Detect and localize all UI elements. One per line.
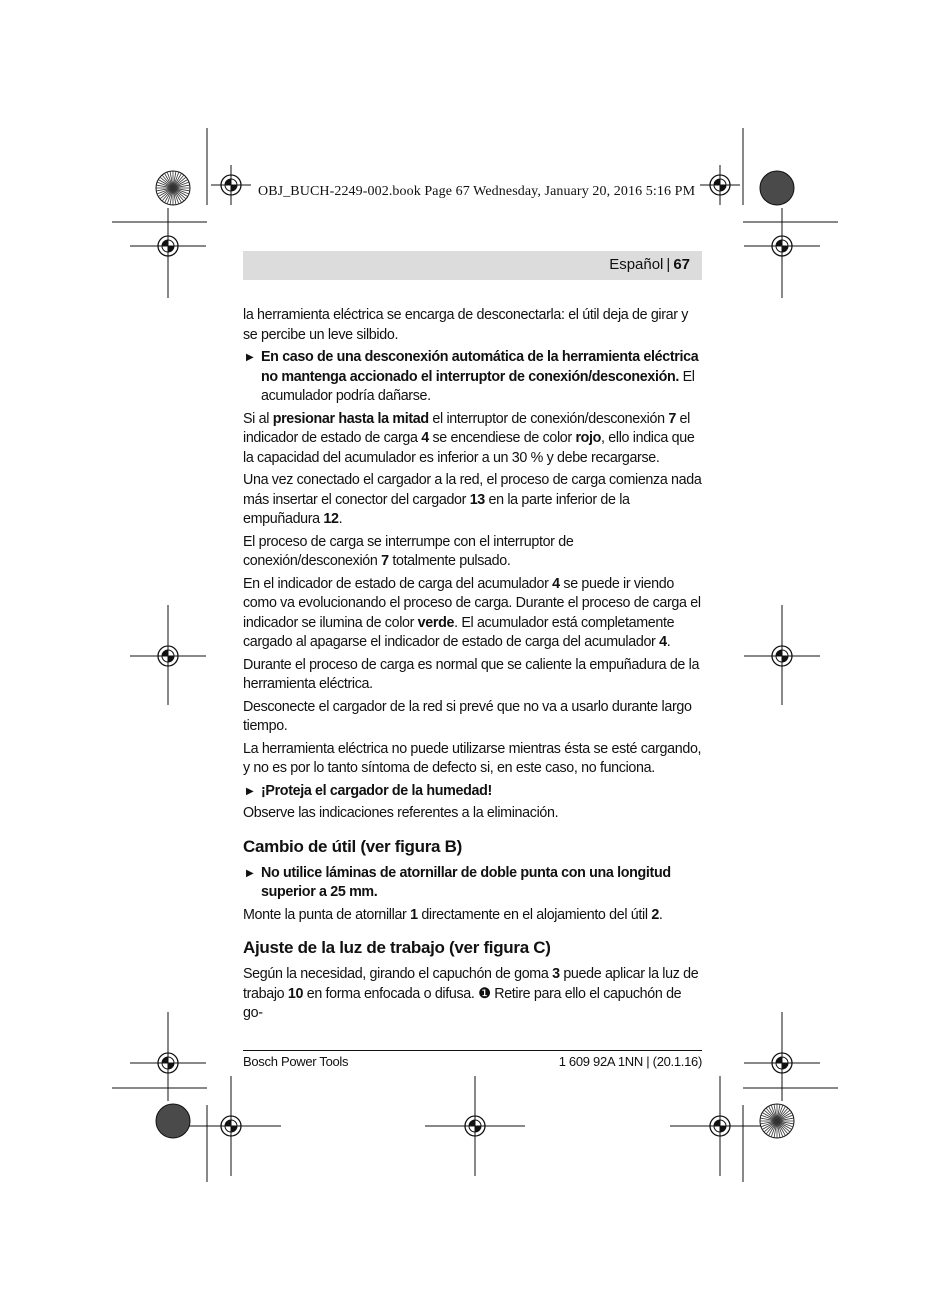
triangle-bullet-icon: ▶ xyxy=(246,867,254,879)
bold-run: 7 xyxy=(668,410,676,427)
text-run: . xyxy=(338,511,343,527)
paragraph xyxy=(243,471,703,530)
paragraph: Observe las indicaciones referentes a la eliminación. xyxy=(243,805,559,821)
text-run: Según la necesidad, girando el capuchón de goma xyxy=(243,966,553,982)
section-heading: Cambio de útil (ver figura B) xyxy=(243,836,462,856)
bold-run: 13 xyxy=(469,491,485,508)
bullet-bold-text: No utilice láminas de atornillar de doble punta con una longitud superior a 25 mm. xyxy=(261,864,671,900)
text-run: en la parte inferior de la empuñadura xyxy=(243,491,630,527)
bold-run: 3 xyxy=(552,966,560,982)
text-run: se encendiese de color xyxy=(428,430,576,446)
text-run: Monte la punta de atornillar xyxy=(243,906,411,923)
bullet-text: El acumulador podría dañarse. xyxy=(261,368,695,404)
text-run: Retire para ello el capuchón de go- xyxy=(243,985,682,1021)
warning-bullet xyxy=(243,864,703,903)
bold-run: 4 xyxy=(659,634,667,650)
text-run: Una vez conectado el cargador a la red, el proceso de carga comienza nada más insertar el conector del cargador xyxy=(243,472,702,508)
book-slug-line: OBJ_BUCH-2249-002.book Page 67 Wednesday, January 20, 2016 5:16 PM xyxy=(258,184,696,199)
header-language: Español xyxy=(609,256,664,273)
warning-bullet xyxy=(243,348,703,407)
footer-document-code: 1 609 92A 1NN | (20.1.16) xyxy=(558,1054,702,1069)
page-header-bar xyxy=(243,251,702,280)
paragraph xyxy=(243,575,703,653)
paragraph: La herramienta eléctrica no puede utilizarse mientras ésta se esté cargando, y no es por lo tanto síntoma de defecto si, en este caso, no funciona. xyxy=(243,740,702,776)
bold-run: 7 xyxy=(381,553,389,569)
header-separator: | xyxy=(666,256,671,273)
bold-run: presionar hasta la mitad xyxy=(272,410,429,427)
triangle-bullet-icon: ▶ xyxy=(246,352,254,363)
text-run: , ello indica que la capacidad del acumulador es inferior a un 30 % y debe recargarse. xyxy=(243,430,695,466)
text-run: se puede ir viendo como va evolucionando el proceso de carga. Durante el proceso de carga el indicador se ilumina de color xyxy=(243,575,701,631)
paragraph: Desconecte el cargador de la red si prevé que no va a usarlo durante largo tiempo. xyxy=(243,698,692,734)
text-run: En el indicador de estado de carga del acumulador xyxy=(243,575,553,592)
bold-run: 2 xyxy=(651,906,659,923)
triangle-bullet-icon: ▶ xyxy=(246,785,254,797)
text-run: . xyxy=(666,634,671,650)
text-run: directamente en el alojamiento del útil xyxy=(417,906,652,923)
bold-run: 4 xyxy=(421,430,429,446)
warning-bullet xyxy=(243,782,703,802)
gray-patch-icon xyxy=(156,1104,190,1138)
header-page-number: 67 xyxy=(673,256,690,273)
section-heading: Ajuste de la luz de trabajo (ver figura C) xyxy=(243,938,551,957)
text-run: . xyxy=(658,906,663,923)
text-run: totalmente pulsado. xyxy=(388,553,511,569)
bullet-bold-text: En caso de una desconexión automática de la herramienta eléctrica no mantenga accionado el interruptor de conexión/desconexión. xyxy=(261,349,699,385)
bold-run: verde xyxy=(417,614,455,631)
gray-patch-icon xyxy=(760,171,794,205)
paragraph xyxy=(243,533,703,572)
text-run: . El acumulador está completamente cargado al apagarse el indicador de estado de carga del acumulador xyxy=(243,614,675,650)
figure-callout-icon: ❶ xyxy=(478,985,491,1002)
paragraph xyxy=(243,410,703,469)
text-run: el interruptor de conexión/desconexión xyxy=(428,410,669,427)
main-text xyxy=(243,306,703,1027)
bold-run: 10 xyxy=(287,985,304,1002)
bold-run: rojo xyxy=(575,430,602,446)
text-run: puede aplicar la luz de trabajo xyxy=(243,966,699,1002)
text-run: El proceso de carga se interrumpe con el interruptor de conexión/desconexión xyxy=(243,533,574,569)
bullet-bold-text: ¡Proteja el cargador de la humedad! xyxy=(261,782,492,799)
footer-publisher: Bosch Power Tools xyxy=(243,1054,349,1069)
paragraph xyxy=(243,906,703,926)
page-header-text xyxy=(609,256,690,273)
text-run: Si al xyxy=(243,410,273,427)
bold-run: 4 xyxy=(552,575,560,592)
paragraph: Durante el proceso de carga es normal que se caliente la empuñadura de la herramienta eléctrica. xyxy=(243,656,700,692)
footer-rule xyxy=(243,1050,702,1051)
text-run: en forma enfocada o difusa. xyxy=(303,985,479,1002)
bold-run: 12 xyxy=(323,511,339,527)
paragraph: la herramienta eléctrica se encarga de desconectarla: el útil deja de girar y se percibe un leve silbido. xyxy=(243,307,689,343)
text-run: el indicador de estado de carga xyxy=(243,410,690,446)
paragraph xyxy=(243,965,703,1024)
bold-run: 1 xyxy=(410,906,418,923)
